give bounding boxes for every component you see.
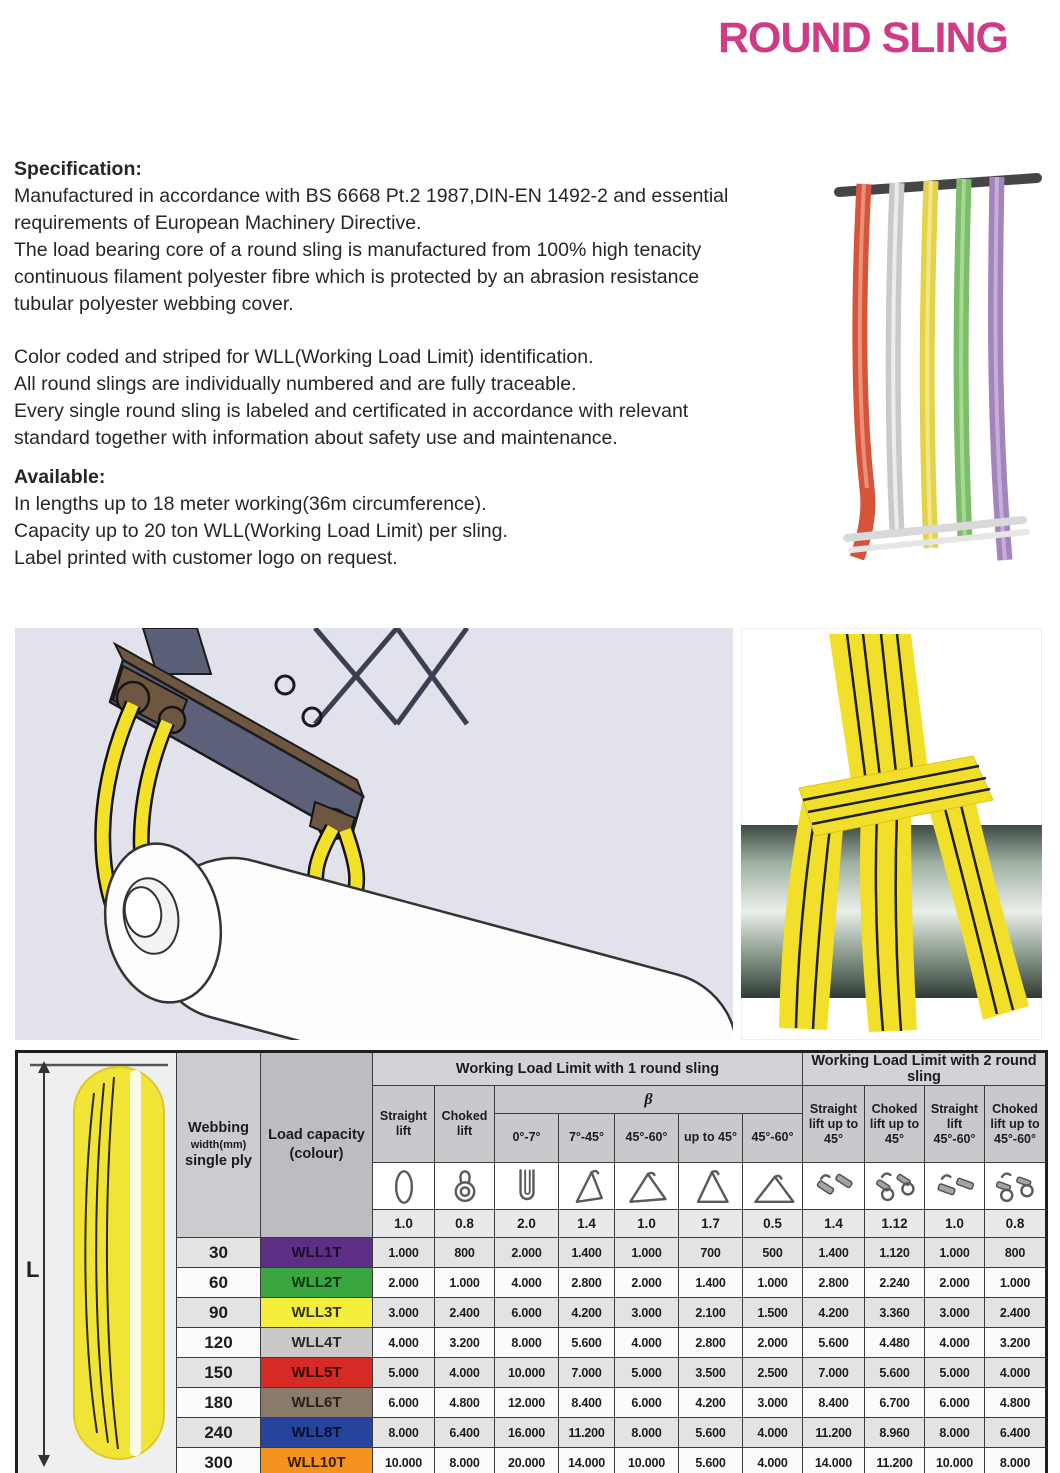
wll-value-cell: 2.000 <box>925 1268 985 1298</box>
wll-value-cell: 20.000 <box>495 1448 559 1473</box>
two-sling-straight-45-header: Straight lift up to 45° <box>803 1086 865 1163</box>
wll-value-cell: 2.500 <box>743 1358 803 1388</box>
wll-value-cell: 4.200 <box>679 1388 743 1418</box>
wll-value-cell: 11.200 <box>865 1448 925 1473</box>
wll-value-cell: 2.000 <box>615 1268 679 1298</box>
wll-value-cell: 1.400 <box>559 1238 615 1268</box>
angle-45-60-b-header: 45°-60° <box>743 1114 803 1163</box>
text-line: Capacity up to 20 ton WLL(Working Load Limit) per sling. <box>14 520 508 542</box>
load-capacity-colour-cell: WLL8T <box>261 1418 373 1448</box>
group-2-round-sling-header: Working Load Limit with 2 round sling <box>803 1052 1047 1086</box>
wll-value-cell: 3.360 <box>865 1298 925 1328</box>
mode-factor-cell: 0.5 <box>743 1210 803 1238</box>
wll-value-cell: 1.500 <box>743 1298 803 1328</box>
load-capacity-colour-cell: WLL5T <box>261 1358 373 1388</box>
text-line: continuous filament polyester fibre which is protected by an abrasion resistance <box>14 266 700 288</box>
wll-value-cell: 16.000 <box>495 1418 559 1448</box>
text-line: Label printed with customer logo on request. <box>14 547 398 569</box>
wll-value-cell: 3.000 <box>615 1298 679 1328</box>
wll-value-cell: 4.000 <box>373 1328 435 1358</box>
mode-factor-cell: 0.8 <box>985 1210 1047 1238</box>
mode-factor-cell: 1.0 <box>373 1210 435 1238</box>
specification-paragraph-2 <box>14 344 794 452</box>
wll-value-cell: 1.120 <box>865 1238 925 1268</box>
wll-value-cell: 2.240 <box>865 1268 925 1298</box>
angle-45-60-icon <box>743 1163 803 1210</box>
wll-value-cell: 5.600 <box>803 1328 865 1358</box>
text-line: In lengths up to 18 meter working(36m circumference). <box>14 493 487 515</box>
wll-value-cell: 4.000 <box>615 1328 679 1358</box>
lifting-illustration <box>15 628 733 1040</box>
wll-value-cell: 14.000 <box>559 1448 615 1473</box>
working-load-limit-table <box>15 1050 1048 1473</box>
beta-header: β <box>495 1086 803 1114</box>
wll-value-cell: 4.000 <box>925 1328 985 1358</box>
two-sling-choked-45-icon <box>865 1163 925 1210</box>
wll-value-cell: 8.000 <box>985 1448 1047 1473</box>
wll-value-cell: 800 <box>435 1238 495 1268</box>
page-title: ROUND SLING <box>718 14 1008 62</box>
wll-value-cell: 7.000 <box>559 1358 615 1388</box>
webbing-width-cell: 30 <box>177 1238 261 1268</box>
text-line: The load bearing core of a round sling is manufactured from 100% high tenacity <box>14 239 702 261</box>
wll-value-cell: 8.000 <box>615 1418 679 1448</box>
wll-value-cell: 5.600 <box>679 1448 743 1473</box>
wll-value-cell: 2.800 <box>803 1268 865 1298</box>
text-line: All round slings are individually numbered and are fully traceable. <box>14 373 577 395</box>
wll-value-cell: 7.000 <box>803 1358 865 1388</box>
wll-value-cell: 1.000 <box>925 1238 985 1268</box>
wll-value-cell: 3.200 <box>985 1328 1047 1358</box>
hanging-slings-photo <box>833 158 1045 578</box>
wll-value-cell: 6.000 <box>925 1388 985 1418</box>
wll-value-cell: 4.800 <box>985 1388 1047 1418</box>
two-sling-straight-45-icon <box>803 1163 865 1210</box>
wll-value-cell: 2.000 <box>373 1268 435 1298</box>
two-sling-straight-45-60-icon <box>925 1163 985 1210</box>
text-line: Manufactured in accordance with BS 6668 Pt.2 1987,DIN-EN 1492-2 and essential <box>14 185 729 207</box>
sling-diagram-graphic <box>18 1055 176 1471</box>
wll-value-cell: 1.000 <box>615 1238 679 1268</box>
wll-value-cell: 4.000 <box>985 1358 1047 1388</box>
wll-value-cell: 8.000 <box>373 1418 435 1448</box>
straight-lift-icon <box>373 1163 435 1210</box>
wll-value-cell: 8.400 <box>803 1388 865 1418</box>
text-line: Color coded and striped for WLL(Working Load Limit) identification. <box>14 346 594 368</box>
wll-value-cell: 4.000 <box>435 1358 495 1388</box>
wll-value-cell: 6.700 <box>865 1388 925 1418</box>
load-capacity-colour-cell: WLL10T <box>261 1448 373 1473</box>
text-line: requirements of European Machinery Directive. <box>14 212 422 234</box>
load-capacity-colour-cell: WLL3T <box>261 1298 373 1328</box>
text-line: Every single round sling is labeled and certificated in accordance with relevant <box>14 400 689 422</box>
load-capacity-header: Load capacity (colour) <box>261 1052 373 1238</box>
two-sling-choked-45-60-icon <box>985 1163 1047 1210</box>
straight-lift-header: Straight lift <box>373 1086 435 1163</box>
specification-heading: Specification: <box>14 158 142 180</box>
wll-value-cell: 3.200 <box>435 1328 495 1358</box>
webbing-width-header: Webbing width(mm) single ply <box>177 1052 261 1238</box>
available-heading: Available: <box>14 466 106 488</box>
text-line: tubular polyester webbing cover. <box>14 293 294 315</box>
choked-lift-icon <box>435 1163 495 1210</box>
wll-value-cell: 500 <box>743 1238 803 1268</box>
specification-paragraph-1 <box>14 183 794 318</box>
group-1-round-sling-header: Working Load Limit with 1 round sling <box>373 1052 803 1086</box>
wll-value-cell: 2.100 <box>679 1298 743 1328</box>
wll-value-cell: 800 <box>985 1238 1047 1268</box>
wll-value-cell: 1.000 <box>985 1268 1047 1298</box>
wll-value-cell: 2.400 <box>985 1298 1047 1328</box>
wll-value-cell: 6.400 <box>435 1418 495 1448</box>
load-capacity-colour-cell: WLL1T <box>261 1238 373 1268</box>
wll-value-cell: 2.800 <box>679 1328 743 1358</box>
text-line: standard together with information about safety use and maintenance. <box>14 427 618 449</box>
mode-factor-cell: 1.7 <box>679 1210 743 1238</box>
load-capacity-colour-cell: WLL2T <box>261 1268 373 1298</box>
sling-length-diagram <box>17 1052 177 1473</box>
choked-lift-header: Choked lift <box>435 1086 495 1163</box>
mode-factor-cell: 0.8 <box>435 1210 495 1238</box>
load-capacity-colour-cell: WLL4T <box>261 1328 373 1358</box>
angle-up-to-45-header: up to 45° <box>679 1114 743 1163</box>
wll-value-cell: 10.000 <box>495 1358 559 1388</box>
mode-factor-cell: 1.0 <box>925 1210 985 1238</box>
wll-value-cell: 4.800 <box>435 1388 495 1418</box>
wll-value-cell: 4.000 <box>743 1448 803 1473</box>
table-group-header-row <box>17 1052 1047 1086</box>
basket-45-60-icon <box>615 1163 679 1210</box>
wll-value-cell: 3.000 <box>373 1298 435 1328</box>
wll-value-cell: 1.000 <box>373 1238 435 1268</box>
webbing-width-cell: 120 <box>177 1328 261 1358</box>
wll-value-cell: 700 <box>679 1238 743 1268</box>
wll-value-cell: 4.000 <box>743 1418 803 1448</box>
wll-value-cell: 6.000 <box>615 1388 679 1418</box>
webbing-width-cell: 150 <box>177 1358 261 1388</box>
wll-value-cell: 4.200 <box>803 1298 865 1328</box>
wll-value-cell: 14.000 <box>803 1448 865 1473</box>
wll-value-cell: 4.000 <box>495 1268 559 1298</box>
wll-value-cell: 1.000 <box>743 1268 803 1298</box>
wll-value-cell: 1.400 <box>679 1268 743 1298</box>
wll-value-cell: 8.000 <box>435 1448 495 1473</box>
wll-value-cell: 3.500 <box>679 1358 743 1388</box>
webbing-width-cell: 240 <box>177 1418 261 1448</box>
wll-value-cell: 5.000 <box>373 1358 435 1388</box>
wll-value-cell: 3.000 <box>925 1298 985 1328</box>
wll-value-cell: 6.400 <box>985 1418 1047 1448</box>
wll-value-cell: 1.400 <box>803 1238 865 1268</box>
wll-value-cell: 2.000 <box>743 1328 803 1358</box>
mode-factor-cell: 1.4 <box>559 1210 615 1238</box>
wll-value-cell: 3.000 <box>743 1388 803 1418</box>
wll-value-cell: 11.200 <box>559 1418 615 1448</box>
mode-factor-cell: 1.4 <box>803 1210 865 1238</box>
basket-0-7-icon <box>495 1163 559 1210</box>
webbing-width-cell: 180 <box>177 1388 261 1418</box>
webbing-width-cell: 300 <box>177 1448 261 1473</box>
wll-value-cell: 5.000 <box>615 1358 679 1388</box>
two-sling-choked-45-60-header: Choked lift up to 45°-60° <box>985 1086 1047 1163</box>
mode-factor-cell: 1.0 <box>615 1210 679 1238</box>
mode-factor-cell: 2.0 <box>495 1210 559 1238</box>
load-capacity-colour-cell: WLL6T <box>261 1388 373 1418</box>
wll-value-cell: 4.480 <box>865 1328 925 1358</box>
wll-value-cell: 5.600 <box>559 1328 615 1358</box>
wll-value-cell: 10.000 <box>373 1448 435 1473</box>
wll-value-cell: 5.600 <box>865 1358 925 1388</box>
wll-value-cell: 4.200 <box>559 1298 615 1328</box>
wll-value-cell: 10.000 <box>615 1448 679 1473</box>
available-section <box>14 464 794 572</box>
wll-value-cell: 2.000 <box>495 1238 559 1268</box>
angle-0-7-header: 0°-7° <box>495 1114 559 1163</box>
wll-value-cell: 10.000 <box>925 1448 985 1473</box>
wll-value-cell: 2.800 <box>559 1268 615 1298</box>
angle-7-45-header: 7°-45° <box>559 1114 615 1163</box>
wll-value-cell: 1.000 <box>435 1268 495 1298</box>
basket-7-45-icon <box>559 1163 615 1210</box>
wll-value-cell: 8.960 <box>865 1418 925 1448</box>
wll-value-cell: 6.000 <box>495 1298 559 1328</box>
available-lines <box>14 491 794 572</box>
wll-value-cell: 11.200 <box>803 1418 865 1448</box>
wll-value-cell: 8.000 <box>925 1418 985 1448</box>
angle-up-to-45-icon <box>679 1163 743 1210</box>
wll-value-cell: 12.000 <box>495 1388 559 1418</box>
wll-value-cell: 8.000 <box>495 1328 559 1358</box>
choke-hitch-photo <box>741 628 1042 1040</box>
wll-value-cell: 5.000 <box>925 1358 985 1388</box>
wll-value-cell: 6.000 <box>373 1388 435 1418</box>
webbing-width-cell: 90 <box>177 1298 261 1328</box>
specification-section <box>14 156 794 452</box>
two-sling-choked-45-header: Choked lift up to 45° <box>865 1086 925 1163</box>
webbing-width-cell: 60 <box>177 1268 261 1298</box>
two-sling-straight-45-60-header: Straight lift 45°-60° <box>925 1086 985 1163</box>
mode-factor-cell: 1.12 <box>865 1210 925 1238</box>
angle-45-60-header: 45°-60° <box>615 1114 679 1163</box>
wll-value-cell: 5.600 <box>679 1418 743 1448</box>
wll-value-cell: 8.400 <box>559 1388 615 1418</box>
wll-value-cell: 2.400 <box>435 1298 495 1328</box>
length-label: L <box>26 1256 40 1282</box>
